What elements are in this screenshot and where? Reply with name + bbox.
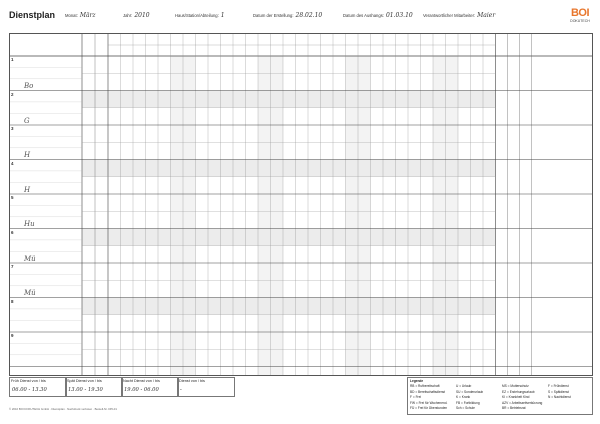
shift-label: Früh Dienst von / bis [11,379,46,383]
employee-signature: Bo [24,82,34,90]
aushang-field: Datum des Aushangs: 01.03.10 [343,12,413,19]
legend-item: BR = Betriebsrat [502,406,526,411]
shift-label: Spät Dienst von / bis [67,379,102,383]
footer-note: © 2010 BOI DOKUTECH GmbH · Dienstplan · Nachdruck verboten · Bestell-Nr. DPL01 [9,407,117,411]
shade-cell [82,91,496,108]
legend-item: F = Frühdienst [548,384,569,388]
employee-signature: H [24,151,31,159]
legend-item: K = Krank [456,395,471,400]
legend-item: U = Urlaub [456,384,472,388]
schedule-grid [9,33,593,376]
legend-item: AZV = Arbeitszeitverkürzung [502,400,543,405]
shift-time: 19.00 - 06.00 [124,387,159,393]
legend-item: EZ = Erziehungsurlaub [502,389,535,394]
grid-lines [10,34,592,375]
shift-label: Dienst von / bis [179,379,205,383]
shade-cell [82,229,496,246]
employee-signature: G [24,116,30,125]
shift-label: Nacht Dienst von / bis [123,379,160,383]
sheet-footer [9,377,591,415]
row-number: 6 [11,229,14,235]
shade-cell [82,160,496,177]
legend-item: FW = Frei für Wochenend. [410,400,448,405]
verantwortlicher-field: Verantwortlicher Mitarbeiter: Maier [423,12,496,19]
shade-cell [82,298,496,315]
erstellung-field: Datum der Erstellung: 28.02.10 [253,12,323,19]
legend-item: FB = Fortbildung [456,400,480,405]
shift-time-box [9,377,67,397]
employee-signature: H [24,185,31,194]
legend-item: KI = Krankheit Kind [502,395,530,400]
row-number: 4 [11,160,14,166]
monat-field: Monat: März [65,12,96,19]
employee-signature: Mü [24,289,36,297]
page-title: Dienstplan [9,10,56,20]
row-number: 1 [11,57,14,62]
shift-time: - [180,387,182,393]
haus-field: Haus/Station/Abteilung: 1 [175,12,225,19]
row-number: 8 [11,298,14,304]
shift-time-box [65,377,123,397]
shift-time: 06.00 - 13.30 [12,387,47,393]
shift-time-box [121,377,179,397]
employee-signature: Mü [24,254,36,263]
shift-time-box [177,377,235,397]
sheet-header [9,7,591,32]
company-logo: BOI DOKUTECH [570,7,590,23]
row-number: 9 [11,333,14,338]
jahr-field: Jahr: 2010 [123,12,150,19]
row-number: 2 [11,91,14,97]
legend-item: SU = Sonderurlaub [456,389,484,394]
row-number: 7 [11,264,14,269]
legend-item: N = Nachtdienst [548,395,571,400]
legend-item: BD = Bereitschaftsdienst [410,389,445,394]
legend-item: S = Spätdienst [548,389,569,394]
employee-signature: Hu [24,220,35,228]
legend-item: RB = Rufbereitschaft [410,384,440,388]
legend-title: Legende [410,379,424,383]
legend-item: MS = Mutterschutz [502,384,529,388]
row-number: 3 [11,126,14,131]
legend-box [407,377,593,415]
legend-item: F = Frei [410,395,422,400]
legend-item: Sch = Schule [456,406,475,411]
row-number: 5 [11,195,14,200]
legend-item: FÜ = Frei für Überstunden [410,406,448,411]
shift-time: 13.00 - 19.30 [68,387,103,393]
